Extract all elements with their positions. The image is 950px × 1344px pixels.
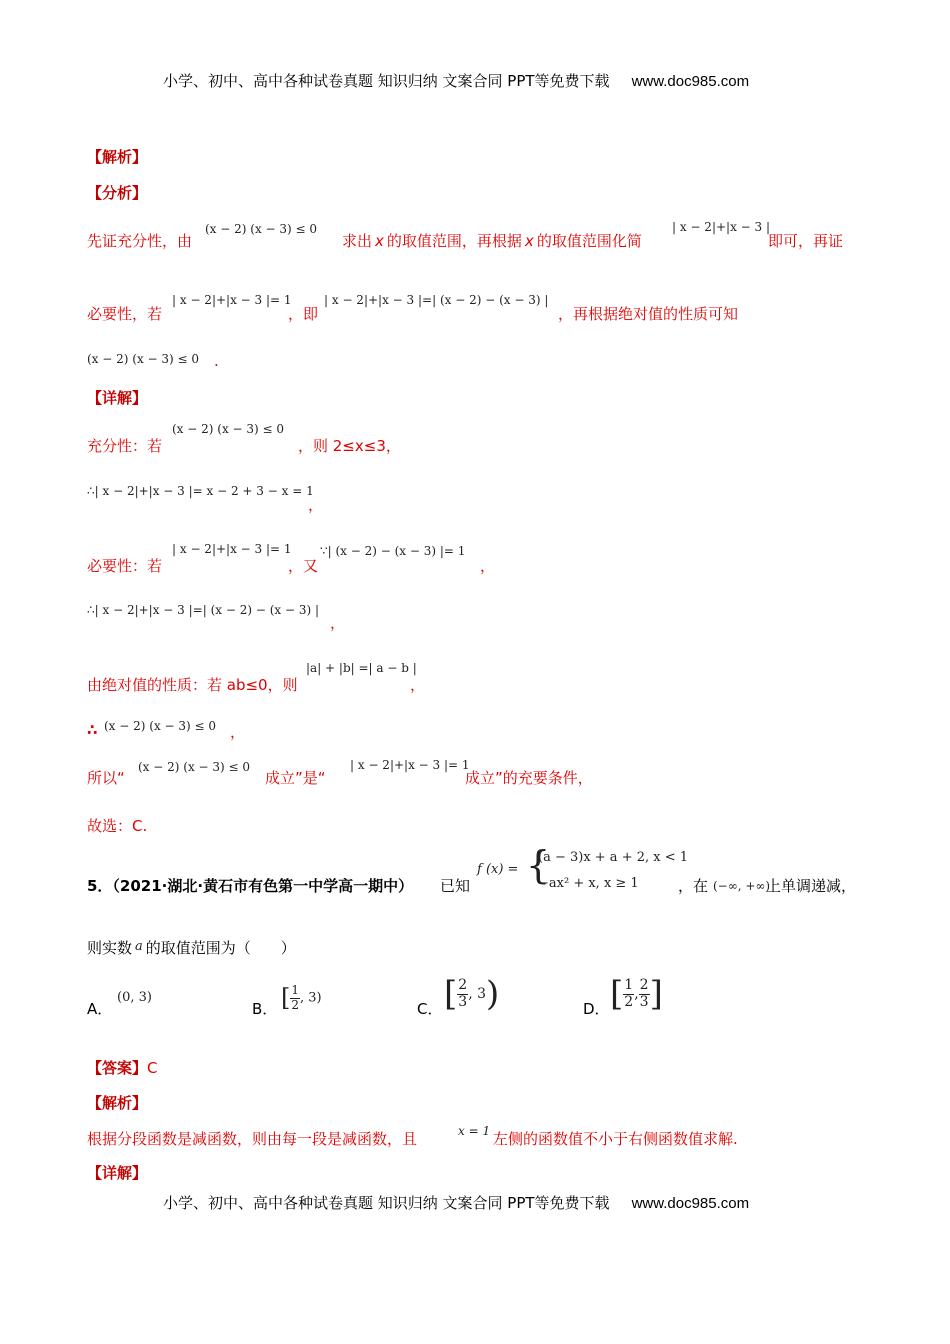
math-x-eq-1: x = 1 [458, 1124, 491, 1138]
option-d-label[interactable]: D． [583, 1000, 610, 1018]
option-a-label[interactable]: A． [87, 1000, 113, 1018]
denominator: 2 [624, 993, 634, 1010]
footer-url[interactable]: www.doc985.com [631, 1195, 750, 1212]
fraction [457, 978, 468, 1010]
text: 必要性：若 [87, 557, 163, 575]
denominator: 3 [458, 993, 468, 1010]
page-footer [163, 1192, 749, 1213]
answer-line [87, 1057, 158, 1078]
answer-choice-text: 故选：C. [87, 817, 148, 835]
math-condition: (x − 2) (x − 3) ≤ 0 [205, 222, 318, 236]
text [87, 937, 296, 958]
text: ，又 [288, 557, 319, 575]
math-abs-property: |a| + |b| =| a − b | [306, 661, 417, 675]
text: 的取值范围，再根据 [386, 232, 522, 250]
math-abs-sum: | x − 2|+|x − 3 | [672, 220, 771, 234]
numerator: 1 [624, 977, 634, 994]
option-c-value[interactable] [444, 974, 499, 1014]
math-case-1: (a − 3)x + a + 2, x < 1 [538, 850, 689, 865]
text: ， [480, 557, 496, 575]
text: ， [410, 676, 426, 694]
analysis-line-1 [87, 230, 192, 251]
answer-value: C [147, 1059, 158, 1077]
text: 左侧的函数值不小于右侧函数值求解. [493, 1130, 738, 1148]
text: . [214, 352, 219, 370]
text: 求出 [342, 232, 373, 250]
math-interval: (−∞, +∞) [713, 879, 771, 893]
section-tag-breakdown: 【分析】 [87, 184, 148, 202]
fraction [639, 978, 650, 1010]
math-condition: (x − 2) (x − 3) ≤ 0 [138, 760, 251, 774]
question-number: 5．（2021·湖北·黄石市有色第一中学高一期中） [87, 877, 414, 895]
text: 的取值范围为（ ） [145, 939, 296, 957]
var-a: a [135, 939, 143, 954]
bracket: [ [610, 974, 624, 1014]
option-b-value[interactable] [281, 984, 322, 1012]
text: 成立”的充要条件， [465, 769, 593, 787]
text: 由绝对值的性质：若 ab≤0，则 [87, 676, 298, 694]
text: ，即 [288, 305, 319, 323]
option-b-label[interactable]: B． [252, 1000, 278, 1018]
section-tag-detail: 【详解】 [87, 1164, 148, 1182]
analysis-line-1b [342, 230, 642, 251]
text: 所以“ [87, 769, 125, 787]
denominator: 3 [639, 993, 649, 1010]
text: 的取值范围化简 [536, 232, 642, 250]
text: 则实数 [87, 939, 133, 957]
numerator: 2 [458, 977, 468, 994]
footer-text: 小学、初中、高中各种试卷真题 知识归纳 文案合同 PPT等免费下载 [163, 1194, 610, 1212]
text: 必要性，若 [87, 305, 163, 323]
bracket: ] [649, 974, 663, 1014]
fraction [290, 984, 300, 1011]
bracket: [ [281, 984, 291, 1012]
page-header [163, 70, 749, 91]
math-therefore: ∴| x − 2|+|x − 3 |=| (x − 2) − (x − 3) | [87, 603, 320, 617]
math-abs-eq: | x − 2|+|x − 3 |= 1 [350, 758, 470, 772]
math-condition: (x − 2) (x − 3) ≤ 0 [172, 422, 285, 436]
text: ，则 2≤x≤3， [298, 437, 401, 455]
text: 成立”是“ [265, 769, 326, 787]
text: ，再根据绝对值的性质可知 [558, 305, 739, 323]
math-case-2: −ax² + x, x ≥ 1 [538, 876, 639, 891]
text: 先证充分性，由 [87, 232, 193, 250]
text: ，在 [678, 877, 709, 895]
math-abs-eq: | x − 2|+|x − 3 |= 1 [172, 542, 292, 556]
section-tag-answer: 【答案】 [87, 1059, 148, 1077]
bracket: [ [444, 974, 458, 1014]
denominator: 2 [291, 997, 300, 1012]
text: ， [230, 723, 246, 741]
var-x: x [375, 232, 384, 250]
math-abs-identity: | x − 2|+|x − 3 |=| (x − 2) − (x − 3) | [324, 293, 549, 307]
numerator: 1 [291, 983, 300, 998]
bracket: ) [486, 974, 500, 1014]
math-condition: (x − 2) (x − 3) ≤ 0 [104, 719, 217, 733]
numerator: 2 [639, 977, 649, 994]
text: ， [330, 614, 346, 632]
header-text: 小学、初中、高中各种试卷真题 知识归纳 文案合同 PPT等免费下载 [163, 72, 610, 90]
math-condition: (x − 2) (x − 3) ≤ 0 [87, 352, 200, 366]
section-tag-analysis: 【解析】 [87, 148, 148, 166]
tail: , 3) [300, 990, 322, 1006]
text: 根据分段函数是减函数，则由每一段是减函数，且 [87, 1130, 418, 1148]
math-abs-eq: | x − 2|+|x − 3 |= 1 [172, 293, 292, 307]
option-d-value[interactable] [610, 974, 663, 1014]
var-x: x [524, 232, 534, 250]
header-url[interactable]: www.doc985.com [631, 73, 750, 90]
section-tag-analysis: 【解析】 [87, 1094, 148, 1112]
option-c-label[interactable]: C． [417, 1000, 443, 1018]
fraction [623, 978, 634, 1010]
section-tag-detail: 【详解】 [87, 389, 148, 407]
text: ， [308, 496, 324, 514]
text: 上单调递减， [766, 877, 857, 895]
tail: , 3 [468, 986, 486, 1002]
text: ∴ [87, 721, 98, 739]
piecewise-brace: { [526, 843, 551, 887]
math-because: ∵| (x − 2) − (x − 3) |= 1 [320, 544, 466, 558]
option-a-value[interactable]: (0, 3) [117, 990, 152, 1005]
text: 充分性：若 [87, 437, 163, 455]
math-simplify: ∴| x − 2|+|x − 3 |= x − 2 + 3 − x = 1 [87, 484, 314, 498]
text: 已知 [440, 877, 471, 895]
comma: , [634, 986, 639, 1002]
text: 即可，再证 [768, 232, 844, 250]
math-fx: f (x) = [477, 862, 519, 877]
